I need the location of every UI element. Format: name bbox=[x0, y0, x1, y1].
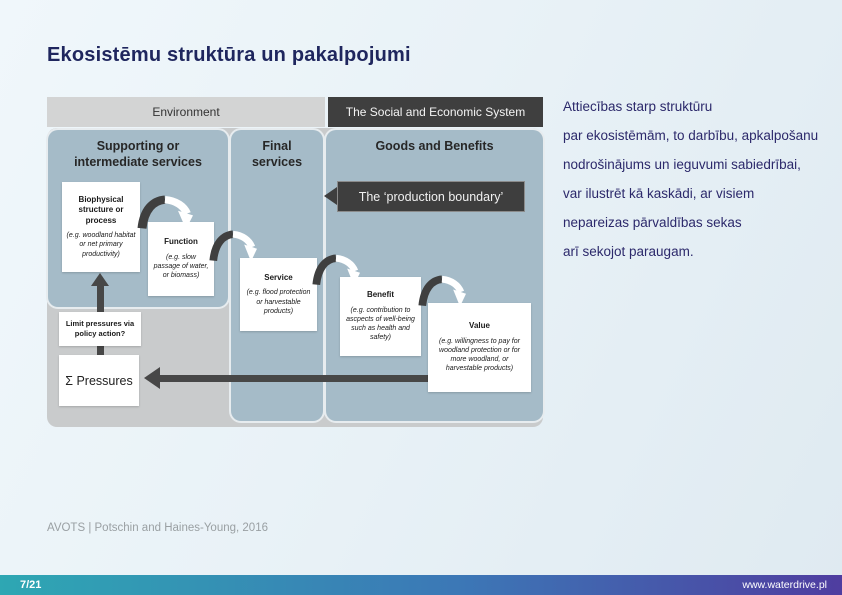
page-title: Ekosistēmu struktūra un pakalpojumi bbox=[47, 44, 411, 66]
cascade-arrow-icon-3 bbox=[312, 254, 360, 288]
production-boundary-box bbox=[337, 181, 525, 212]
box-biophysical-detail: (e.g. woodland habitat or net primary productivity) bbox=[66, 232, 136, 258]
description-line: par ekosistēmām, to darbību, apkalpošanu bbox=[563, 128, 819, 143]
box-limit-pressures-label: Limit pressures via policy action? bbox=[65, 319, 135, 338]
footer-bar bbox=[0, 575, 842, 595]
box-limit-pressures bbox=[59, 312, 141, 346]
box-function-title: Function bbox=[164, 237, 198, 247]
column-final-label: Final services bbox=[251, 139, 303, 169]
description-line: nepareizas pārvaldības sekas bbox=[563, 215, 742, 230]
box-biophysical-title: Biophysical structure or process bbox=[78, 195, 124, 225]
header-social-economic-system bbox=[328, 97, 543, 127]
box-benefit-detail: (e.g. contribution to ascpects of well-being such as health and safety) bbox=[346, 306, 415, 342]
box-service-detail: (e.g. flood protection or harvestable products) bbox=[246, 289, 311, 315]
description-line: var ilustrēt kā kaskādi, ar visiem bbox=[563, 186, 755, 201]
header-environment bbox=[47, 97, 325, 127]
box-function bbox=[148, 222, 214, 296]
ecosystem-cascade-diagram bbox=[47, 97, 543, 427]
box-benefit-title: Benefit bbox=[366, 290, 395, 300]
website-url: www.waterdrive.pl bbox=[742, 579, 827, 591]
description-line: Attiecības starp struktūru bbox=[563, 99, 713, 114]
box-service-title: Service bbox=[264, 272, 293, 282]
page-number: 7/21 bbox=[20, 579, 42, 591]
box-value bbox=[428, 303, 531, 392]
box-biophysical-structure bbox=[62, 182, 140, 272]
description-paragraph bbox=[563, 92, 833, 266]
production-boundary-pointer-icon bbox=[324, 187, 337, 205]
description-line: arī sekojot paraugam. bbox=[563, 244, 694, 259]
feedback-left-arrow-shaft bbox=[160, 375, 431, 382]
column-goods-label: Goods and Benefits bbox=[375, 139, 494, 153]
cascade-arrow-icon-2 bbox=[209, 230, 257, 264]
box-sum-pressures bbox=[59, 355, 139, 406]
box-sum-pressures-label: Σ Pressures bbox=[65, 373, 133, 388]
cascade-arrow-icon-4 bbox=[418, 275, 466, 309]
source-note: AVOTS | Potschin and Haines-Young, 2016 bbox=[47, 522, 268, 534]
cascade-arrow-icon-1 bbox=[137, 195, 193, 232]
description-line: nodrošinājums un ieguvumi sabiedrībai, bbox=[563, 157, 801, 172]
box-service bbox=[240, 258, 317, 331]
header-social-economic-label: The Social and Economic System bbox=[345, 105, 526, 119]
box-value-detail: (e.g. willingness to pay for woodland protection or for more woodland, or harvestable products) bbox=[439, 337, 520, 373]
header-environment-label: Environment bbox=[152, 105, 220, 119]
column-supporting-label: Supporting or intermediate services bbox=[74, 139, 202, 169]
production-boundary-label: The ‘production boundary’ bbox=[358, 189, 504, 204]
feedback-left-arrow-icon bbox=[144, 367, 160, 389]
box-value-title: Value bbox=[469, 321, 490, 331]
box-benefit bbox=[340, 277, 421, 356]
box-function-detail: (e.g. slow passage of water, or biomass) bbox=[153, 253, 209, 280]
